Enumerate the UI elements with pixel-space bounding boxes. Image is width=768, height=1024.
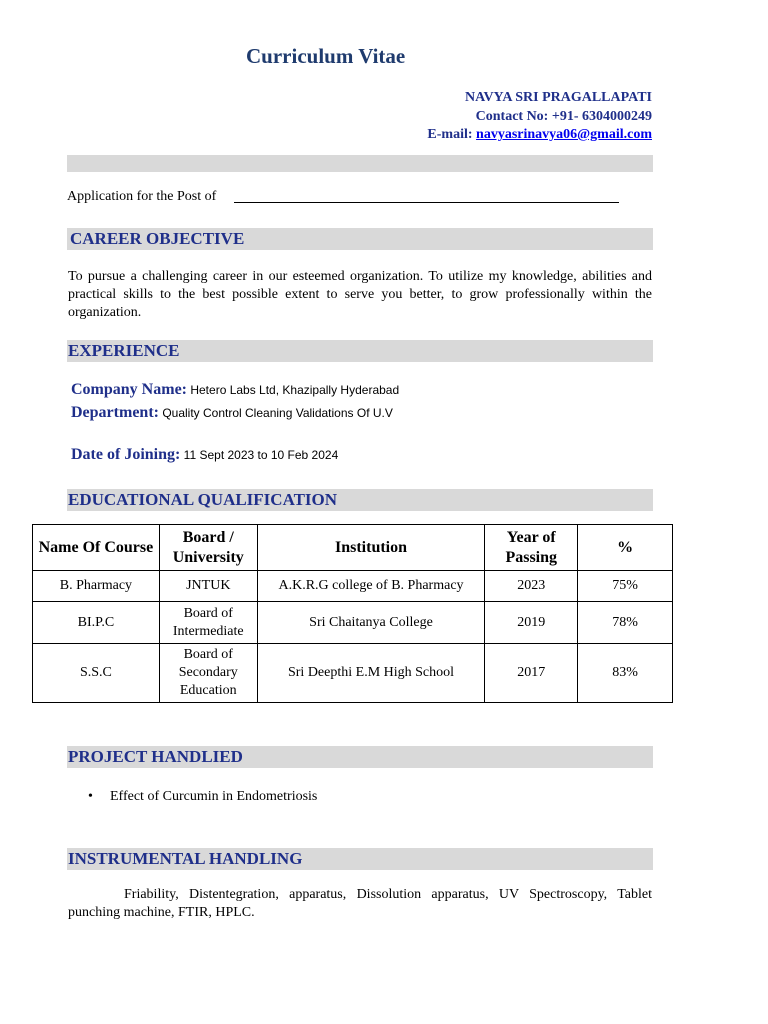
table-cell: 75% [578, 571, 673, 602]
email-line [427, 125, 652, 144]
table-cell: B. Pharmacy [33, 571, 160, 602]
contact-label: Contact No: [475, 109, 549, 124]
career-objective-text: To pursue a challenging career in our esteemed organization. To utilize my knowledge, abilities and practical skills to the best possible extent to serve you better, to grow professionally within the organization. [68, 269, 652, 320]
section-title: EXPERIENCE [68, 341, 180, 360]
company-row [71, 381, 399, 399]
application-post-blank-line [234, 202, 619, 203]
contact-line [476, 107, 652, 126]
section-instrumental [67, 848, 653, 870]
section-education [67, 489, 653, 511]
candidate-name: NAVYA SRI PRAGALLAPATI [465, 90, 652, 105]
header-divider-band [67, 155, 653, 172]
table-cell: Sri Chaitanya College [257, 602, 485, 644]
contact-number: +91- 6304000249 [551, 109, 652, 124]
table-row [33, 644, 673, 703]
company-value: Hetero Labs Ltd, Khazipally Hyderabad [190, 383, 400, 397]
section-title: EDUCATIONAL QUALIFICATION [68, 490, 338, 509]
email-label: E-mail: [427, 127, 473, 142]
table-cell: JNTUK [159, 571, 257, 602]
email-link[interactable]: navyasrinavya06@gmail.com [476, 127, 652, 142]
section-project [67, 746, 653, 768]
list-item [88, 789, 317, 805]
table-row [33, 602, 673, 644]
project-item-text: Effect of Curcumin in Endometriosis [110, 789, 318, 804]
table-cell: 83% [578, 644, 673, 703]
application-post-label: Application for the Post of [67, 189, 217, 204]
column-header: Board / University [159, 525, 257, 571]
bullet-icon: • [88, 789, 93, 804]
table-cell: 2023 [485, 571, 578, 602]
education-table [32, 524, 673, 703]
document-title: Curriculum Vitae [246, 44, 406, 68]
table-cell: 2017 [485, 644, 578, 703]
table-cell: Board of Secondary Education [159, 644, 257, 703]
joining-date-row [71, 446, 338, 464]
section-career-objective [67, 228, 653, 250]
table-cell: 2019 [485, 602, 578, 644]
department-label: Department: [71, 404, 159, 421]
department-value: Quality Control Cleaning Validations Of U.V [162, 406, 393, 420]
column-header: Institution [257, 525, 485, 571]
column-header: Year of Passing [485, 525, 578, 571]
table-cell: Sri Deepthi E.M High School [257, 644, 485, 703]
joining-date-value: 11 Sept 2023 to 10 Feb 2024 [183, 448, 339, 462]
section-title: CAREER OBJECTIVE [70, 229, 245, 248]
section-experience [67, 340, 653, 362]
joining-date-label: Date of Joining: [71, 446, 181, 463]
instrumental-text: Friability, Distentegration, apparatus, Dissolution apparatus, UV Spectroscopy, Tablet punching machine, FTIR, HPLC. [68, 887, 652, 920]
table-cell: 78% [578, 602, 673, 644]
section-title: PROJECT HANDLIED [68, 747, 243, 766]
table-cell: BI.P.C [33, 602, 160, 644]
section-title: INSTRUMENTAL HANDLING [68, 849, 303, 868]
table-cell: A.K.R.G college of B. Pharmacy [257, 571, 485, 602]
company-label: Company Name: [71, 381, 187, 398]
table-cell: S.S.C [33, 644, 160, 703]
table-cell: Board of Intermediate [159, 602, 257, 644]
table-header-row [33, 525, 673, 571]
column-header: % [578, 525, 673, 571]
column-header: Name Of Course [33, 525, 160, 571]
department-row [71, 404, 393, 422]
table-row [33, 571, 673, 602]
